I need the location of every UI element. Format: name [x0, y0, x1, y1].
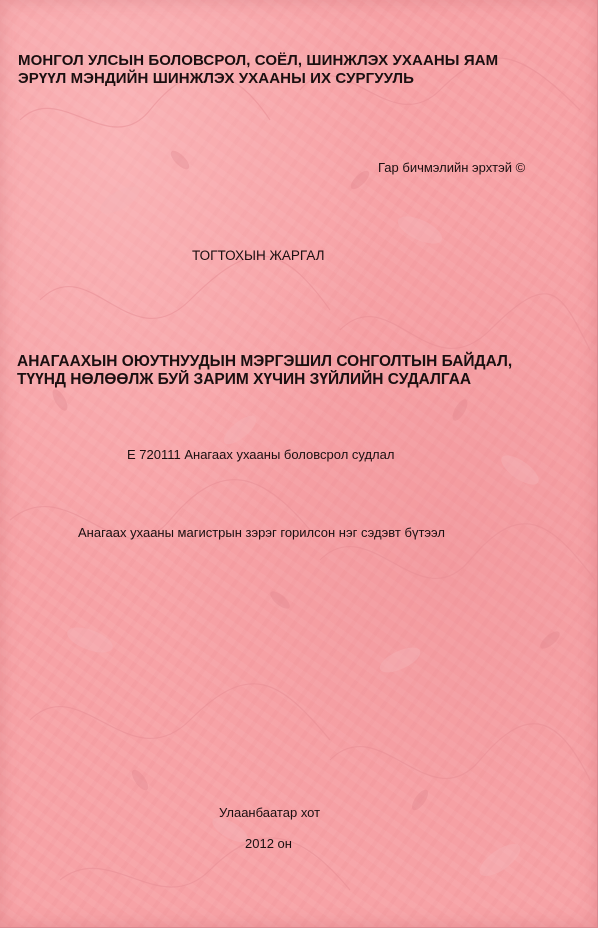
- ministry-name: МОНГОЛ УЛСЫН БОЛОВСРОЛ, СОЁЛ, ШИНЖЛЭХ УХААНЫ ЯАМ: [18, 52, 499, 69]
- author-name: ТОГТОХЫН ЖАРГАЛ: [192, 248, 325, 263]
- specialty-code: Е 720111 Анагаах ухааны боловсрол судлал: [127, 447, 395, 462]
- thesis-title-line-1: АНАГААХЫН ОЮУТНУУДЫН МЭРГЭШИЛ СОНГОЛТЫН БАЙДАЛ,: [17, 353, 513, 370]
- copyright-note: Гар бичмэлийн эрхтэй ©: [378, 160, 526, 175]
- place: Улаанбаатар хот: [219, 805, 321, 820]
- thesis-title-line-2: ТҮҮНД НӨЛӨӨЛЖ БУЙ ЗАРИМ ХҮЧИН ЗҮЙЛИЙН СУДАЛГАА: [17, 371, 472, 388]
- university-name: ЭРҮҮЛ МЭНДИЙН ШИНЖЛЭХ УХААНЫ ИХ СУРГУУЛЬ: [18, 70, 415, 87]
- degree-note: Анагаах ухааны магистрын зэрэг горилсон нэг сэдэвт бүтээл: [78, 525, 445, 540]
- year: 2012 он: [245, 836, 292, 851]
